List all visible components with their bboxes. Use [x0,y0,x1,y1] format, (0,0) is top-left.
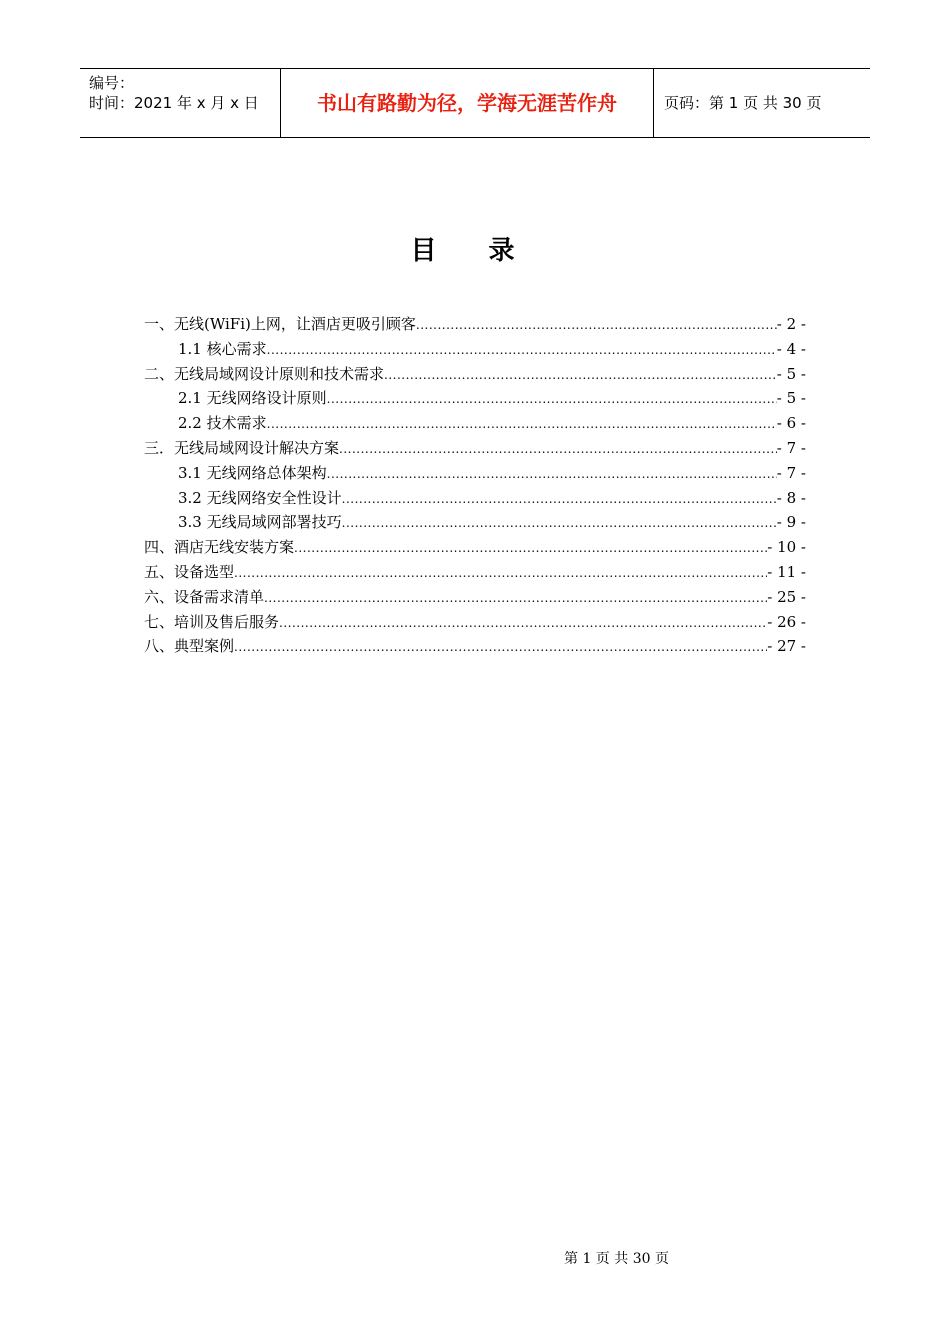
toc-entry-page: - 11 - [767,562,806,581]
toc-entry-page: - 27 - [767,637,806,656]
toc-leader-dots [279,616,767,630]
toc-entry-label: 二、无线局域网设计原则和技术需求 [144,364,385,383]
toc-entry[interactable] [144,412,806,437]
toc-entry-label: 三．无线局域网设计解决方案 [144,438,340,457]
toc-entry-label: 七、培训及售后服务 [144,612,280,631]
toc-entry-page: - 25 - [767,587,806,606]
toc-entry-label: 六、设备需求清单 [144,587,265,606]
toc-entry-page: - 10 - [767,538,806,557]
toc-leader-dots [267,343,777,357]
toc-entry-page: - 9 - [776,513,806,532]
toc-entry-label: 3.3 无线局域网部署技巧 [178,513,342,532]
toc-entry-page: - 5 - [776,364,806,383]
toc-entry-label: 四、酒店无线安装方案 [144,538,295,557]
table-of-contents [144,313,806,660]
toc-entry-page: - 4 - [776,339,806,358]
header-number-label: 编号： [89,74,135,92]
toc-leader-dots [384,368,777,382]
toc-entry-page: - 7 - [776,438,806,457]
toc-leader-dots [327,467,777,481]
toc-entry[interactable] [144,363,806,388]
toc-entry-label: 一、无线(WiFi)上网，让酒店更吸引顾客 [144,315,416,333]
toc-entry[interactable] [144,462,806,487]
toc-entry-label: 2.2 技术需求 [178,414,267,433]
toc-leader-dots [342,516,777,530]
page-footer: 第 1 页 共 30 页 [564,1251,669,1267]
toc-entry-page: - 5 - [776,389,806,408]
toc-entry[interactable] [144,611,806,636]
header-motto: 书山有路勤为径，学海无涯苦作舟 [281,69,654,137]
toc-entry[interactable] [144,511,806,536]
toc-title [0,230,925,267]
toc-entry[interactable] [144,561,806,586]
toc-entry[interactable] [144,387,806,412]
toc-entry-page: - 8 - [776,488,806,507]
toc-leader-dots [327,392,777,406]
toc-entry-page: - 7 - [776,463,806,482]
toc-leader-dots [234,640,767,654]
toc-entry[interactable] [144,635,806,660]
toc-entry-page: - 6 - [776,414,806,433]
toc-entry[interactable] [144,313,806,338]
toc-entry[interactable] [144,536,806,561]
toc-title-part1: 目 [410,236,437,266]
toc-entry[interactable] [144,338,806,363]
toc-entry[interactable] [144,487,806,512]
toc-leader-dots [234,566,767,580]
toc-entry-label: 1.1 核心需求 [178,339,267,358]
header-page-info: 页码：第 1 页 共 30 页 [664,94,822,112]
toc-leader-dots [267,417,777,431]
toc-entry-label: 五、设备选型 [144,562,235,581]
header-meta-cell [80,69,281,137]
toc-title-part2: 录 [488,236,515,266]
toc-entry-label: 八、典型案例 [144,637,235,656]
toc-entry[interactable] [144,437,806,462]
toc-entry-label: 3.1 无线网络总体架构 [178,463,327,482]
toc-entry-label: 2.1 无线网络设计原则 [178,389,327,408]
toc-leader-dots [416,318,777,332]
toc-leader-dots [294,541,767,555]
page-header [80,68,870,138]
toc-entry-page: - 2 - [776,315,806,333]
toc-leader-dots [342,492,777,506]
toc-leader-dots [264,591,767,605]
toc-entry-page: - 26 - [767,612,806,631]
header-time-label: 时间：2021 年 x 月 x 日 [89,94,259,112]
toc-entry[interactable] [144,586,806,611]
toc-leader-dots [339,442,777,456]
toc-entry-label: 3.2 无线网络安全性设计 [178,488,342,507]
